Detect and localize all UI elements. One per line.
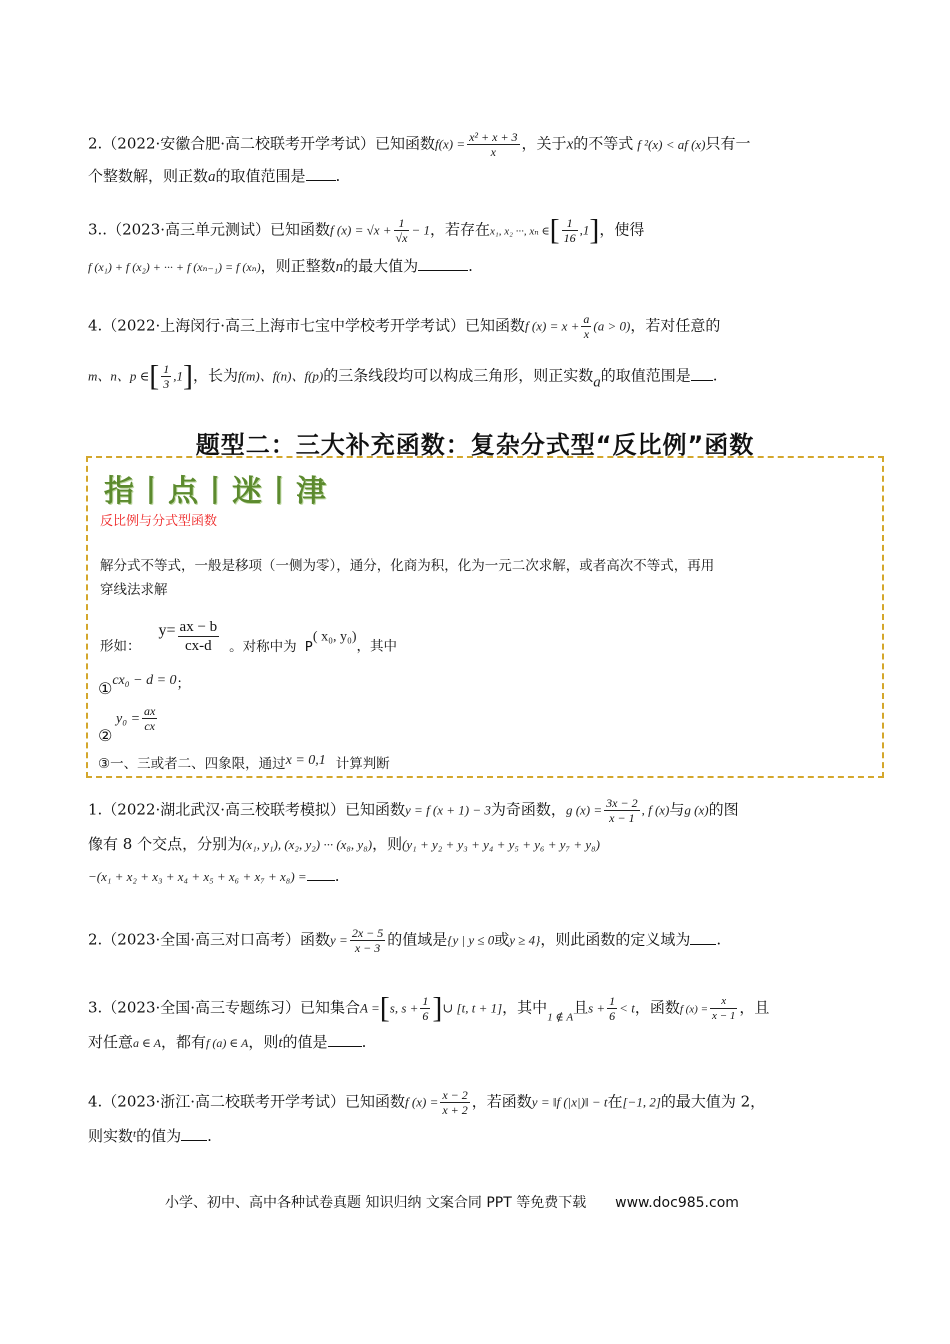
- answer-blank[interactable]: [181, 1126, 207, 1141]
- problem-2-line-1: 2.（2022·安徽合肥·高二校联考开学考试）已知函数f(x) = $\frac{\text{x² + x + 3}}{x}$ ，关于x的不等式 f ²(x) < af (x)只有一: [88, 130, 751, 159]
- fraction: $\frac{\text{x² + x + 3}}{x}$: [469, 130, 518, 159]
- fraction: $\frac{1}{6}$: [609, 994, 616, 1023]
- answer-blank[interactable]: [418, 256, 468, 271]
- problem-b4-line-1: 4.（2023·浙江·高二校联考开学考试）已知函数f (x) = $\frac{x - 2}{x + 2}$ ，若函数y = ‖f (|x|)‖ − t在[−1, 2]的最大值为 2，: [88, 1088, 766, 1117]
- tip-formula: 形如：y= $\frac{ax - b}{cx-d}$ 。对称中为 P( x₀, y₀)，其中: [100, 619, 398, 655]
- problem-b3-line-1: 3.（2023·全国·高三专题练习）已知集合A =[s, s + $\frac{1}{6}$ ]∪ [t, t + 1]，其中$_{1 \notin A}$且s + $\frac{1}{6}$ < t，函数f (x) = $\frac{x}{x - 1}$ ，且: [88, 991, 770, 1025]
- footer: [165, 1192, 739, 1212]
- problem-b2: 2.（2023·全国·高三对口高考）函数y = $\frac{2x - 5}{x - 3}$ 的值域是{y | y ≤ 0或y ≥ 4}，则此函数的定义域为 .: [88, 926, 722, 955]
- fraction: $\frac{ax}{cx}$: [144, 704, 156, 733]
- tip-item-3: ③一、三或者二、四象限，通过x = 0,1 计算判断: [98, 753, 390, 772]
- fraction: $\frac{x}{x - 1}$: [712, 995, 736, 1022]
- problem-b1-line-1: 1.（2022·湖北武汉·高三校联考模拟）已知函数y = f (x + 1) − 3为奇函数，g (x) = $\frac{3x - 2}{x - 1}$ , f (x)与g (x)的图: [88, 796, 739, 825]
- fraction: $\frac{1}{√x}$: [395, 216, 408, 245]
- fraction: $\frac{2x - 5}{x - 3}$: [351, 926, 384, 955]
- tip-paragraph: 解分式不等式，一般是移项（一侧为零），通分，化商为积，化为一元二次求解，或者高次不等式，再用 穿线法求解: [100, 558, 715, 598]
- fraction: $\frac{1}{16}$: [563, 216, 576, 245]
- tip-item-2: y₀ = $\frac{ax}{cx}$: [116, 704, 156, 733]
- tip-title: 指丨点丨迷丨津: [104, 474, 328, 509]
- section-title: 题型二：三大补充函数：复杂分式型“反比例”函数: [195, 431, 755, 459]
- footer-link[interactable]: www.doc985.com: [615, 1195, 739, 1211]
- problem-4-line-2: m、n、p ∈[ $\frac{1}{3}$ ,1]，长为f(m)、f(n)、f(p)的三条线段均可以构成三角形，则正实数a的取值范围是 .: [88, 359, 718, 393]
- tip-item-1: ①cx₀ − d = 0；: [98, 673, 191, 698]
- problem-3-line-2: f (x₁) + f (x₂) + ··· + f (xₙ₋₁) = f (xₙ)，则正整数n的最大值为 .: [88, 257, 473, 275]
- fraction: $\frac{ax - b}{cx-d}$: [179, 619, 218, 654]
- problem-2-line-2: 个整数解，则正数a的取值范围是 .: [88, 167, 341, 185]
- problem-b4-line-2: 则实数$^t$的值为 .: [88, 1127, 212, 1145]
- answer-blank[interactable]: [690, 930, 716, 945]
- answer-blank[interactable]: [307, 866, 335, 881]
- tip-subtitle: 反比例与分式型函数: [100, 514, 218, 529]
- answer-blank[interactable]: [306, 166, 336, 181]
- problem-b3-line-2: 对任意a ∈ A，都有f (a) ∈ A，则t的值是 .: [88, 1033, 367, 1051]
- answer-blank[interactable]: [328, 1032, 362, 1047]
- fraction: $\frac{1}{3}$: [163, 362, 170, 391]
- fraction: $\frac{a}{x}$: [583, 312, 590, 341]
- answer-blank[interactable]: [691, 366, 713, 381]
- problem-b1-line-2: 像有 8 个交点，分别为(x₁, y₁), (x₂, y₂) ··· (x₈, y₈)，则(y₁ + y₂ + y₃ + y₄ + y₅ + y₆ + y₇ + y₈): [88, 835, 600, 853]
- footer-text: 小学、初中、高中各种试卷真题 知识归纳 文案合同 PPT 等免费下载: [165, 1195, 587, 1211]
- problem-4-line-1: 4.（2022·上海闵行·高三上海市七宝中学校考开学考试）已知函数f (x) = x + $\frac{a}{x}$ (a > 0)，若对任意的: [88, 312, 721, 341]
- fraction: $\frac{x - 2}{x + 2}$: [442, 1088, 468, 1117]
- fraction: $\frac{1}{6}$: [422, 994, 429, 1023]
- fraction: $\frac{3x - 2}{x - 1}$: [606, 796, 638, 825]
- tip-item-2-mark: ②: [98, 726, 113, 745]
- problem-3-line-1: 3..（2023·高三单元测试）已知函数f (x) = √x + $\frac{1}{√x}$ − 1，若存在x₁, x₂ ···, xₙ ∈[ $\frac{1}{16}$ ,1]，使得: [88, 213, 645, 247]
- problem-b1-line-3: −(x₁ + x₂ + x₃ + x₄ + x₅ + x₆ + x₇ + x₈) = .: [88, 867, 340, 885]
